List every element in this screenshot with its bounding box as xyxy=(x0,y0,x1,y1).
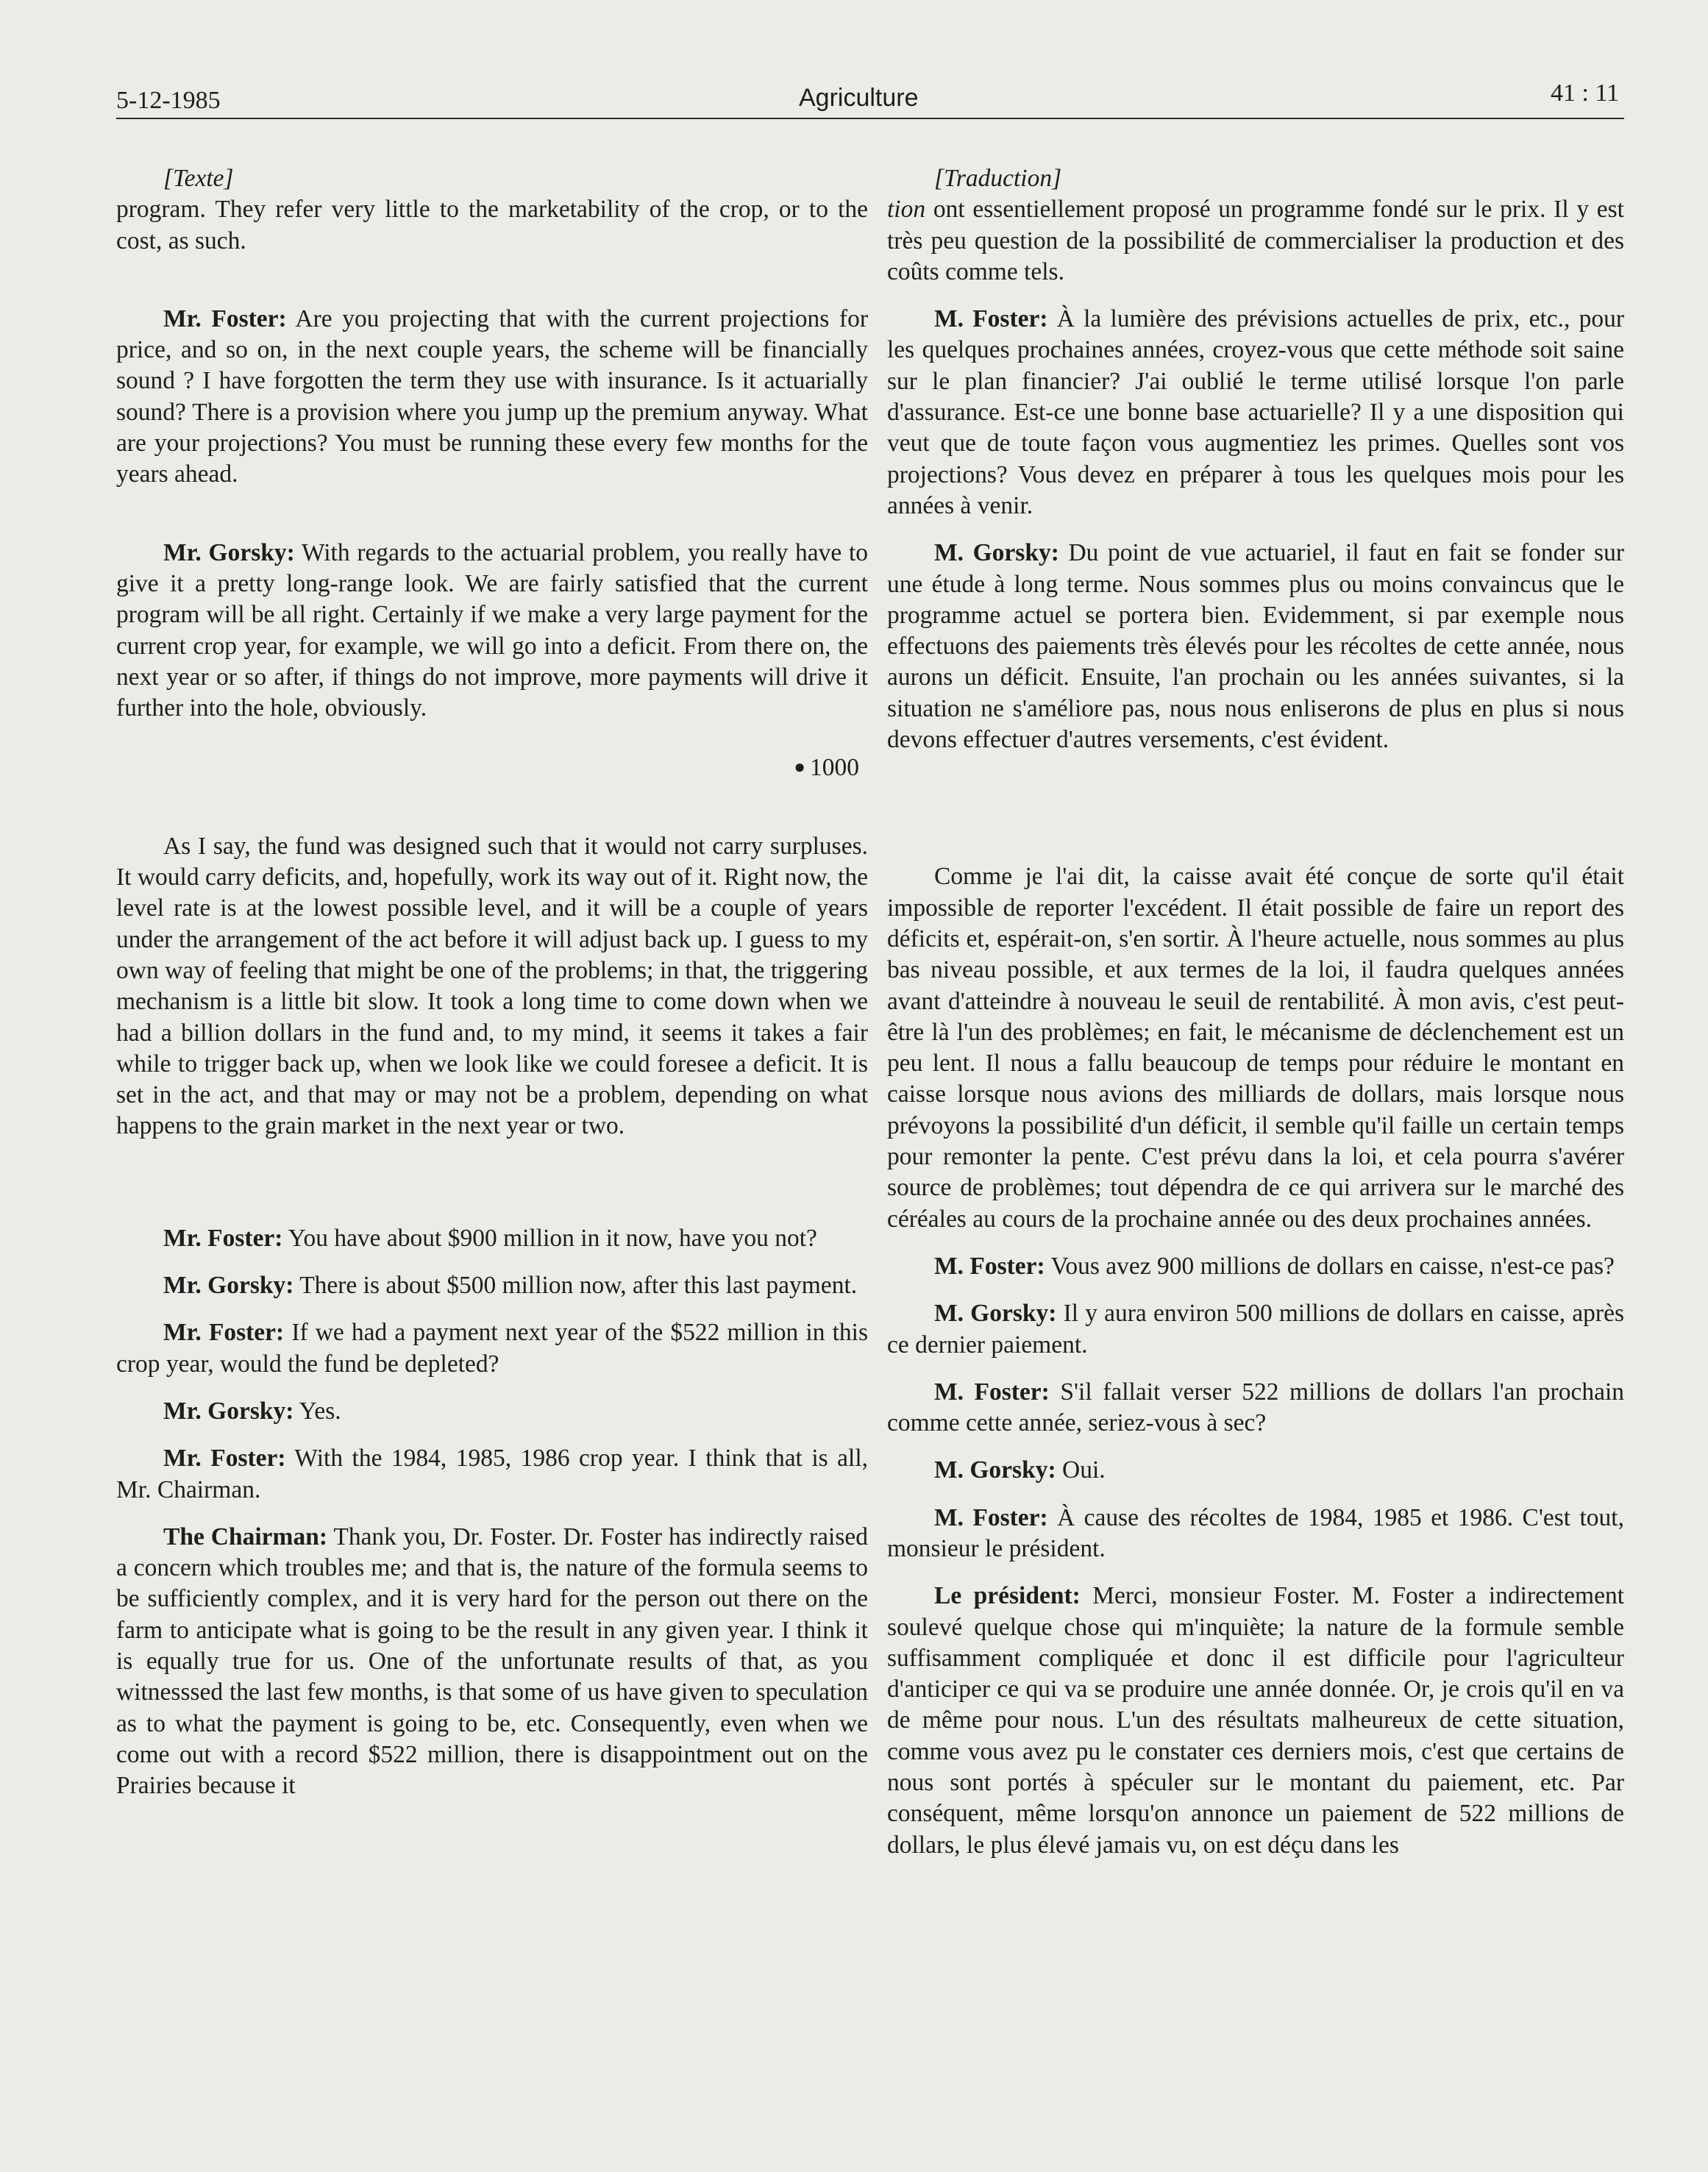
header-page-number: 41 : 11 xyxy=(1551,79,1620,107)
speech-text: Merci, monsieur Foster. M. Foster a indirectement soulevé quelque chose qui m'inquiète; la nature de la formule semble suffisamment compliquée et donc il est difficile pour l'agriculteur d'anticiper ce qui va se produire une année donnée. Or, je crois qu'il en va de même pour nous. L'un des résultats malheureux de cette situation, comme vous avez pu le constater ces derniers mois, c'est que certains de nous sont portés à spéculer sur le montant du paiement, etc. Par conséquent, même lorsqu'on annonce un paiement de 522 millions de dollars, le plus élevé jamais vu, on est déçu dans les xyxy=(887,1582,1625,1859)
paragraph: Comme je l'ai dit, la caisse avait été conçue de sorte qu'il était impossible de reporter l'excédent. Il était possible de faire un report des déficits et, espérait-on, s'en sortir. À l'heure actuelle, nous sommes au plus bas niveau possible, et aux termes de la loi, il faudra quelques années avant d'atteindre à nouveau le seuil de rentabilité. À mon avis, c'est peut-être là l'un des problèmes; en fait, le mécanisme de déclenchement est un peu lent. Il nous a fallu beaucoup de temps pour réduire le montant en caisse lorsque nous avions des milliards de dollars, mais lorsque nous prévoyons la possibilité d'un déficit, il semble qu'il faille un certain temps pour remonter la pente. C'est prévu dans la loi, et cela pourra s'avérer source de problèmes; tout dépendra de ce qui arrivera sur le marché des céréales au cours de la prochaine année ou des deux prochaines années. xyxy=(887,863,1624,1233)
speech-text: ont essentiellement proposé un programme fondé sur le prix. Il y est très peu question de la possibilité de commercialiser la production et des coûts comme tels. xyxy=(887,196,1624,285)
paragraph xyxy=(116,304,868,491)
french-column xyxy=(887,163,1624,1861)
speaker-name: Mr. Gorsky: xyxy=(163,1272,294,1300)
paragraph xyxy=(887,304,1624,521)
speaker-name: Mr. Gorsky: xyxy=(163,1397,294,1425)
header-rule xyxy=(116,118,1624,119)
speaker-name: M. Foster: xyxy=(934,1378,1050,1406)
paragraph xyxy=(116,1223,868,1254)
header-date: 5-12-1985 xyxy=(116,87,221,114)
speech-text: Yes. xyxy=(293,1397,341,1425)
speaker-name: M. Gorsky: xyxy=(934,539,1059,567)
english-column xyxy=(116,163,868,1801)
paragraph xyxy=(116,1270,868,1301)
speaker-name: M. Foster: xyxy=(934,1252,1045,1280)
speaker-name: Mr. Foster: xyxy=(163,1224,283,1252)
language-tag-traduction: [Traduction] xyxy=(934,165,1062,192)
speaker-name: Le président: xyxy=(934,1582,1081,1610)
paragraph: As I say, the fund was designed such that it would not carry surpluses. It would carry deficits, and, hopefully, work its way out of it. Right now, the level rate is at the lowest possible level, and it will be a couple of years under the arrangement of the act before it will adjust back up. I guess to my own way of feeling that might be one of the problems; in that, the triggering mechanism is a little bit slow. It took a long time to come down when we had a billion dollars in the fund and, to my mind, it seems it takes a fair while to trigger back up, when we look like we could foresee a deficit. It is set in the act, and that may or may not be a problem, depending on what happens to the grain market in the next year or two. xyxy=(116,832,868,1140)
speech-text: There is about $500 million now, after this last payment. xyxy=(293,1272,858,1300)
speech-text: You have about $900 million in it now, have you not? xyxy=(282,1224,817,1252)
speaker-name: The Chairman: xyxy=(163,1523,327,1550)
speaker-name: M. Gorsky: xyxy=(934,1456,1056,1484)
header-title: Agriculture xyxy=(799,84,919,112)
time-marker-value: 1000 xyxy=(810,754,859,782)
language-tag-texte: [Texte] xyxy=(163,165,234,192)
speech-text: Du point de vue actuariel, il faut en fait se fonder sur une étude à long terme. Nous sommes plus ou moins convaincus que le programme actuel se portera bien. Evidemment, si par exemple nous effectuons des paiements très élevés pour les récoltes de cette année, nous aurons un déficit. Ensuite, l'an prochain ou les années suivantes, si la situation ne s'améliore pas, nous nous enliserons de plus en plus si nous devons effectuer d'autres versements, c'est évident. xyxy=(887,539,1624,754)
speech-text: With the 1984, 1985, 1986 crop year. I think that is all, Mr. Chairman. xyxy=(116,1445,868,1503)
paragraph xyxy=(887,1298,1624,1361)
paragraph xyxy=(887,538,1624,755)
paragraph xyxy=(887,1581,1624,1861)
paragraph: program. They refer very little to the marketability of the crop, or to the cost, as such. xyxy=(116,196,868,254)
paragraph xyxy=(116,1443,868,1506)
paragraph xyxy=(887,1455,1624,1486)
speaker-name: Mr. Foster: xyxy=(163,1319,285,1347)
speech-text: Thank you, Dr. Foster. Dr. Foster has indirectly raised a concern which troubles me; and that is, the nature of the formula seems to be sufficiently complex, and it is very hard for the person out there on the farm to anticipate what is going to be the result in any given year. I think it is equally true for us. One of the unfortunate results of that, as you witnesssed the last few months, is that some of us have given to speculation as to what the payment is going to be, etc. Consequently, even when we come out with a record $522 million, there is disappointment out on the Prairies because it xyxy=(116,1523,868,1800)
paragraph xyxy=(116,538,868,724)
speech-text: If we had a payment next year of the $522 million in this crop year, would the fund be depleted? xyxy=(116,1319,868,1378)
speech-text: À la lumière des prévisions actuelles de prix, etc., pour les quelques prochaines années, croyez-vous que cette méthode soit saine sur le plan financier? J'ai oublié le terme utilisé lorsque l'on parle d'assurance. Est-ce une bonne base actuarielle? Il y a une disposition qui veut que de toute façon vous augmentiez les primes. Quelles sont vos projections? Vous devez en préparer à tous les quelques mois pour les années à venir. xyxy=(887,305,1624,519)
speech-text: With regards to the actuarial problem, you really have to give it a pretty long-range look. We are fairly satisfied that the current program will be all right. Certainly if we make a very large payment for the current crop year, for example, we will go into a deficit. From there on, the next year or so after, if things do not improve, more payments will drive it further into the hole, obviously. xyxy=(116,538,868,722)
time-marker xyxy=(116,752,868,783)
speech-text: À cause des récoltes de 1984, 1985 et 1986. C'est tout, monsieur le président. xyxy=(887,1503,1624,1562)
speech-text: S'il fallait verser 522 millions de dollars l'an prochain comme cette année, seriez-vous à sec? xyxy=(887,1378,1624,1437)
speaker-name: Mr. Foster: xyxy=(163,305,287,332)
paragraph xyxy=(116,1522,868,1802)
speaker-name: M. Foster: xyxy=(934,305,1048,333)
paragraph xyxy=(887,1503,1624,1565)
speech-text: Il y aura environ 500 millions de dollars en caisse, après ce dernier paiement. xyxy=(887,1300,1624,1359)
paragraph xyxy=(887,194,1624,288)
speaker-name: Mr. Gorsky: xyxy=(163,538,295,566)
speech-text: Are you projecting that with the current projections for price, and so on, in the next couple years, the scheme will be financially sound ? I have forgotten the term they use with insurance. Is it actuarially sound? There is a provision where you jump up the premium anyway. What are your projections? You must be running these every few months for the years ahead. xyxy=(116,305,868,488)
paragraph xyxy=(116,1396,868,1427)
paragraph xyxy=(116,1317,868,1380)
italic-lead: tion xyxy=(887,196,926,224)
paragraph xyxy=(887,1251,1624,1282)
paragraph xyxy=(887,1377,1624,1439)
speaker-name: M. Gorsky: xyxy=(934,1300,1057,1328)
bullet-icon: ● xyxy=(794,756,805,778)
speaker-name: Mr. Foster: xyxy=(163,1445,286,1473)
speech-text: Oui. xyxy=(1056,1456,1106,1484)
speech-text: Vous avez 900 millions de dollars en caisse, n'est-ce pas? xyxy=(1045,1252,1615,1280)
speaker-name: M. Foster: xyxy=(934,1503,1048,1531)
